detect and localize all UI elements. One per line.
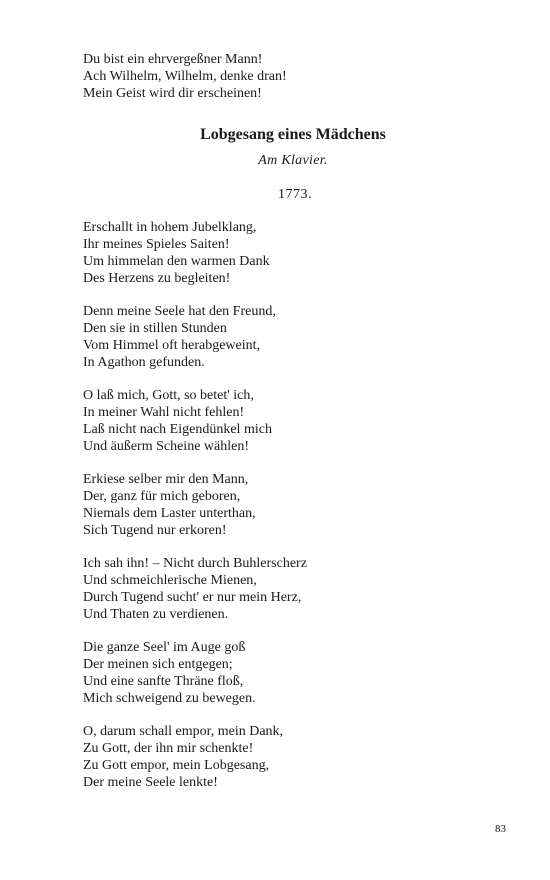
verse-line: Der meine Seele lenkte!	[83, 775, 218, 790]
stanza-4	[83, 471, 483, 539]
verse-line: Und eine sanfte Thräne floß,	[83, 674, 244, 689]
stanza-1	[83, 219, 483, 287]
verse-line: Durch Tugend sucht' er nur mein Herz,	[83, 590, 302, 605]
poem-body	[83, 219, 483, 807]
verse-line: Und Thaten zu verdienen.	[83, 607, 229, 622]
verse-line: Sich Tugend nur erkoren!	[83, 523, 227, 538]
verse-line: Du bist ein ehrvergeßner Mann!	[83, 52, 263, 67]
verse-line: Vom Himmel oft herabgeweint,	[83, 338, 261, 353]
stanza-6	[83, 639, 483, 707]
stanza-3	[83, 387, 483, 455]
stanza-5	[83, 555, 483, 623]
verse-line: Der, ganz für mich geboren,	[83, 489, 241, 504]
verse-line: Denn meine Seele hat den Freund,	[83, 304, 276, 319]
verse-line: Niemals dem Laster unterthan,	[83, 506, 256, 521]
page-number: 83	[495, 823, 506, 835]
verse-line: Erschallt in hohem Jubelklang,	[83, 220, 257, 235]
verse-line: Ach Wilhelm, Wilhelm, denke dran!	[83, 69, 287, 84]
verse-line: In meiner Wahl nicht fehlen!	[83, 405, 245, 420]
poem-year: 1773.	[278, 187, 312, 202]
poem-title: Lobgesang eines Mädchens	[200, 126, 386, 143]
verse-line: Zu Gott empor, mein Lobgesang,	[83, 758, 270, 773]
verse-line: Mein Geist wird dir erscheinen!	[83, 86, 262, 101]
verse-line: Die ganze Seel' im Auge goß	[83, 640, 246, 655]
verse-line: Der meinen sich entgegen;	[83, 657, 233, 672]
verse-line: Des Herzens zu begleiten!	[83, 271, 231, 286]
verse-line: O, darum schall empor, mein Dank,	[83, 724, 284, 739]
verse-line: In Agathon gefunden.	[83, 355, 205, 370]
verse-line: Und schmeichlerische Mienen,	[83, 573, 257, 588]
verse-line: Den sie in stillen Stunden	[83, 321, 227, 336]
previous-poem-ending	[83, 51, 483, 102]
poem-subtitle: Am Klavier.	[258, 153, 328, 168]
verse-line: Ihr meines Spieles Saiten!	[83, 237, 230, 252]
verse-line: Zu Gott, der ihn mir schenkte!	[83, 741, 254, 756]
verse-line: Ich sah ihn! – Nicht durch Buhlerscherz	[83, 556, 307, 571]
verse-line: Und äußerm Scheine wählen!	[83, 439, 249, 454]
verse-line: Laß nicht nach Eigendünkel mich	[83, 422, 272, 437]
stanza-2	[83, 303, 483, 371]
verse-line: O laß mich, Gott, so betet' ich,	[83, 388, 254, 403]
verse-line: Um himmelan den warmen Dank	[83, 254, 270, 269]
verse-line: Erkiese selber mir den Mann,	[83, 472, 249, 487]
verse-line: Mich schweigend zu bewegen.	[83, 691, 256, 706]
stanza-7	[83, 723, 483, 791]
